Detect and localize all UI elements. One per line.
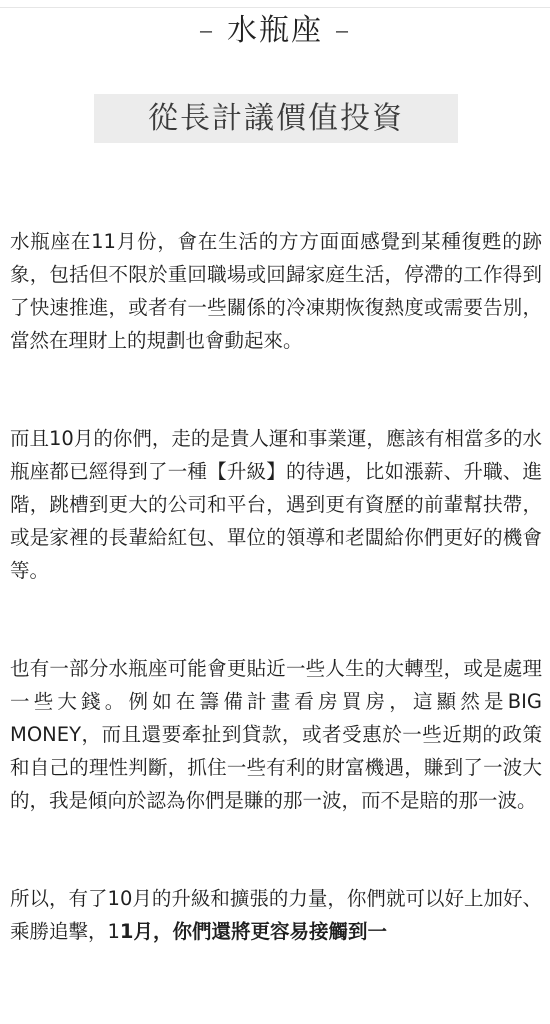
section-subtitle: 從長計議價值投資 [94, 94, 458, 143]
paragraph-4-text: 所以，有了10月的升級和擴張的力量，你們就可以好上加好、乘勝追擊，1 [10, 887, 542, 943]
paragraph-4-bold-text: 1月，你們還將更容易接觸到一 [119, 920, 387, 943]
sign-heading: – 水瓶座 – [198, 13, 352, 48]
paragraph-3: 也有一部分水瓶座可能會更貼近一些人生的大轉型，或是處理一些大錢。例如在籌備計畫看房買房，這顯然是BIG MONEY，而且還要牽扯到貸款，或者受惠於一些近期的政策和自己的理性判斷，抓住一些有利的財富機遇，賺到了一波大的，我是傾向於認為你們是賺的那一波，而不是賠的那一波。 [10, 657, 542, 812]
paragraph-4 [10, 882, 542, 948]
paragraph-2: 而且10月的你們，走的是貴人運和事業運，應該有相當多的水瓶座都已經得到了一種【升級】的待遇，比如漲薪、升職、進階，跳槽到更大的公司和平台，遇到更有資歷的前輩幫扶帶，或是家裡的長輩給紅包、單位的領導和老闆給你們更好的機會等。 [10, 427, 542, 582]
paragraph-1: 水瓶座在11月份，會在生活的方方面面感覺到某種復甦的跡象，包括但不限於重回職場或回歸家庭生活，停滯的工作得到了快速推進，或者有一些關係的冷凍期恢復熱度或需要告別，當然在理財上的規劃也會動起來。 [10, 230, 542, 352]
article-body [10, 225, 542, 1013]
